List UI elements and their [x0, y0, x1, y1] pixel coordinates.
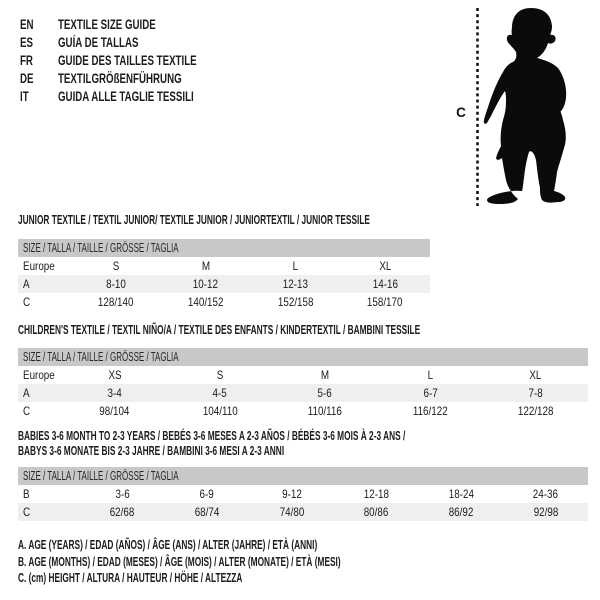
row-label	[18, 257, 71, 275]
language-code-text: IT	[20, 89, 29, 104]
cell-text: 8-10	[106, 277, 126, 291]
cell-text: 7-8	[528, 386, 543, 400]
cell-text: 3-6	[115, 487, 130, 501]
table-cell	[251, 293, 341, 311]
measure-legend	[18, 537, 522, 587]
language-label	[58, 88, 247, 106]
table-cell	[340, 275, 430, 293]
table-cell	[62, 402, 167, 420]
table-rows	[18, 366, 588, 420]
row-label-text: A	[23, 277, 30, 291]
cell-text: M	[320, 368, 330, 382]
size-header-bar	[18, 348, 588, 366]
cell-text: 128/140	[98, 295, 134, 309]
cell-text: 12-18	[363, 487, 389, 501]
legend-line-b	[18, 554, 522, 571]
cell-text: 5-6	[317, 386, 333, 400]
size-header-text: SIZE / TALLA / TAILLE / GRÖSSE / TAGLIA	[23, 469, 179, 483]
row-label-text: Europe	[23, 368, 55, 382]
table-cell	[71, 293, 161, 311]
cell-text: 92/98	[533, 505, 559, 519]
row-label-text: C	[23, 505, 31, 519]
row-label	[18, 503, 80, 521]
row-label-text: Europe	[23, 259, 55, 273]
size-header-text: SIZE / TALLA / TAILLE / GRÖSSE / TAGLIA	[23, 241, 179, 255]
cell-text: 9-12	[281, 487, 302, 501]
table-cell	[483, 402, 588, 420]
height-measure-figure	[440, 2, 600, 219]
table-cell	[71, 275, 161, 293]
cell-text: L	[292, 259, 299, 273]
table-cell	[62, 366, 167, 384]
language-code	[20, 16, 58, 34]
size-header-text: SIZE / TALLA / TAILLE / GRÖSSE / TAGLIA	[23, 350, 179, 364]
language-label-text: GUIDE DES TAILLES TEXTILE	[58, 53, 197, 68]
table-row	[18, 275, 430, 293]
table-cell	[80, 485, 165, 503]
table-cell	[272, 384, 377, 402]
table-row	[18, 503, 588, 521]
language-label	[58, 16, 194, 34]
row-label-text: C	[23, 295, 31, 309]
table-title-line	[18, 323, 588, 336]
language-list	[20, 16, 251, 106]
children-size-table	[18, 348, 588, 420]
table-cell	[503, 485, 588, 503]
height-label: C	[456, 105, 466, 120]
table-row	[18, 257, 430, 275]
language-row-en	[20, 16, 251, 34]
children-table-section	[18, 323, 588, 420]
table-title-text: BABYS 3-6 MONATE BIS 2-3 JAHRE / BAMBINI 3-6 MESI A 2-3 ANNI	[18, 443, 285, 458]
cell-text: M	[201, 259, 210, 273]
babies-size-table	[18, 467, 588, 521]
table-cell	[378, 402, 483, 420]
cell-text: XL	[379, 259, 392, 273]
language-code	[20, 52, 58, 70]
language-label-text: TEXTILE SIZE GUIDE	[58, 17, 156, 32]
table-cell	[167, 366, 272, 384]
table-cell	[272, 366, 377, 384]
table-cell	[334, 485, 419, 503]
cell-text: 86/92	[448, 505, 474, 519]
table-cell	[165, 485, 250, 503]
cell-text: 12-13	[282, 277, 308, 291]
cell-text: 68/74	[194, 505, 220, 519]
cell-text: 3-4	[107, 386, 122, 400]
table-rows	[18, 257, 430, 311]
cell-text: 80/86	[364, 505, 389, 519]
language-label	[58, 34, 170, 52]
language-row-it	[20, 88, 251, 106]
table-cell	[161, 257, 251, 275]
legend-text: B. AGE (MONTHS) / EDAD (MESES) / ÂGE (MOIS) / ALTER (MONATE) / ETÀ (MESI)	[18, 553, 341, 569]
table-cell	[340, 257, 430, 275]
table-row	[18, 293, 430, 311]
row-label	[18, 366, 62, 384]
table-cell	[483, 384, 588, 402]
row-label	[18, 293, 71, 311]
table-title-text: JUNIOR TEXTILE / TEXTIL JUNIOR/ TEXTILE JUNIOR / JUNIORTEXTIL / JUNIOR TESSILE	[18, 212, 370, 227]
row-label-text: B	[23, 487, 30, 501]
table-cell	[483, 366, 588, 384]
language-code-text: EN	[20, 17, 34, 32]
size-header-bar	[18, 239, 430, 257]
row-label	[18, 384, 62, 402]
language-label-text: GUÍA DE TALLAS	[58, 35, 139, 50]
cell-text: 18-24	[448, 487, 474, 501]
table-row	[18, 485, 588, 503]
table-cell	[80, 503, 165, 521]
table-row	[18, 402, 588, 420]
legend-line-c	[18, 570, 522, 587]
junior-size-table	[18, 239, 430, 311]
table-cell	[378, 384, 483, 402]
language-code-text: FR	[20, 53, 33, 68]
table-title-line	[18, 443, 588, 458]
table-rows	[18, 485, 588, 521]
language-row-de	[20, 70, 251, 88]
table-cell	[62, 384, 167, 402]
cell-text: 6-9	[199, 487, 215, 501]
table-cell	[165, 503, 250, 521]
cell-text: 104/110	[202, 404, 238, 418]
cell-text: 98/104	[99, 404, 130, 418]
legend-text: C. (cm) HEIGHT / ALTURA / HAUTEUR / HÖHE / ALTEZZA	[18, 570, 243, 585]
table-cell	[161, 275, 251, 293]
table-cell	[334, 503, 419, 521]
cell-text: 14-16	[372, 277, 398, 291]
table-cell	[272, 402, 377, 420]
language-code	[20, 70, 58, 88]
language-code	[20, 34, 58, 52]
row-label	[18, 402, 62, 420]
size-header-bar	[18, 467, 588, 485]
table-cell	[419, 485, 504, 503]
table-cell	[251, 257, 341, 275]
cell-text: 6-7	[423, 386, 438, 400]
cell-text: 122/128	[517, 404, 554, 418]
baby-silhouette-svg	[440, 2, 600, 214]
language-row-fr	[20, 52, 251, 70]
cell-text: XL	[529, 368, 542, 382]
cell-text: 158/170	[367, 295, 403, 309]
baby-silhouette	[484, 8, 566, 204]
table-cell	[251, 275, 341, 293]
table-cell	[340, 293, 430, 311]
row-label	[18, 485, 80, 503]
cell-text: 24-36	[533, 487, 559, 501]
cell-text: 10-12	[193, 277, 219, 291]
cell-text: S	[112, 259, 120, 273]
table-cell	[249, 485, 334, 503]
language-row-es	[20, 34, 251, 52]
row-label	[18, 275, 71, 293]
cell-text: 152/158	[277, 295, 314, 309]
language-code	[20, 88, 58, 106]
table-cell	[419, 503, 504, 521]
cell-text: 116/122	[412, 404, 448, 418]
table-cell	[503, 503, 588, 521]
language-label	[58, 70, 230, 88]
table-title	[18, 428, 588, 458]
cell-text: S	[216, 368, 224, 382]
babies-table-section	[18, 428, 588, 521]
table-title	[18, 213, 430, 226]
language-code-text: DE	[20, 71, 34, 86]
language-code-text: ES	[20, 35, 33, 50]
cell-text: 140/152	[187, 295, 224, 309]
table-row	[18, 366, 588, 384]
cell-text: 110/116	[307, 404, 343, 418]
table-cell	[249, 503, 334, 521]
table-row	[18, 384, 588, 402]
language-label-text: GUIDA ALLE TAGLIE TESSILI	[58, 89, 194, 104]
language-label	[58, 52, 251, 70]
table-title-line	[18, 428, 588, 443]
cell-text: XS	[108, 368, 122, 382]
table-cell	[71, 257, 161, 275]
table-cell	[378, 366, 483, 384]
cell-text: 4-5	[212, 386, 227, 400]
table-title	[18, 323, 588, 336]
table-title-line	[18, 213, 430, 226]
table-cell	[167, 402, 272, 420]
junior-table-section	[18, 213, 430, 311]
table-cell	[161, 293, 251, 311]
row-label-text: C	[23, 404, 31, 418]
cell-text: L	[427, 368, 433, 382]
table-cell	[167, 384, 272, 402]
table-title-text: CHILDREN'S TEXTILE / TEXTIL NIÑO/A / TEXTILE DES ENFANTS / KINDERTEXTIL / BAMBINI TESSILE	[18, 322, 421, 337]
language-label-text: TEXTILGRÖßENFÜHRUNG	[58, 71, 182, 86]
legend-text: A. AGE (YEARS) / EDAD (AÑOS) / ÂGE (ANS) / ALTER (JAHRE) / ETÀ (ANNI)	[18, 537, 318, 552]
cell-text: 62/68	[110, 505, 135, 519]
table-title-text: BABIES 3-6 MONTH TO 2-3 YEARS / BEBÉS 3-6 MESES A 2-3 AÑOS / BÉBÉS 3-6 MOIS À 2-3 ANS /	[18, 428, 406, 443]
legend-line-a	[18, 537, 522, 554]
cell-text: 74/80	[279, 505, 304, 519]
row-label-text: A	[23, 386, 30, 400]
